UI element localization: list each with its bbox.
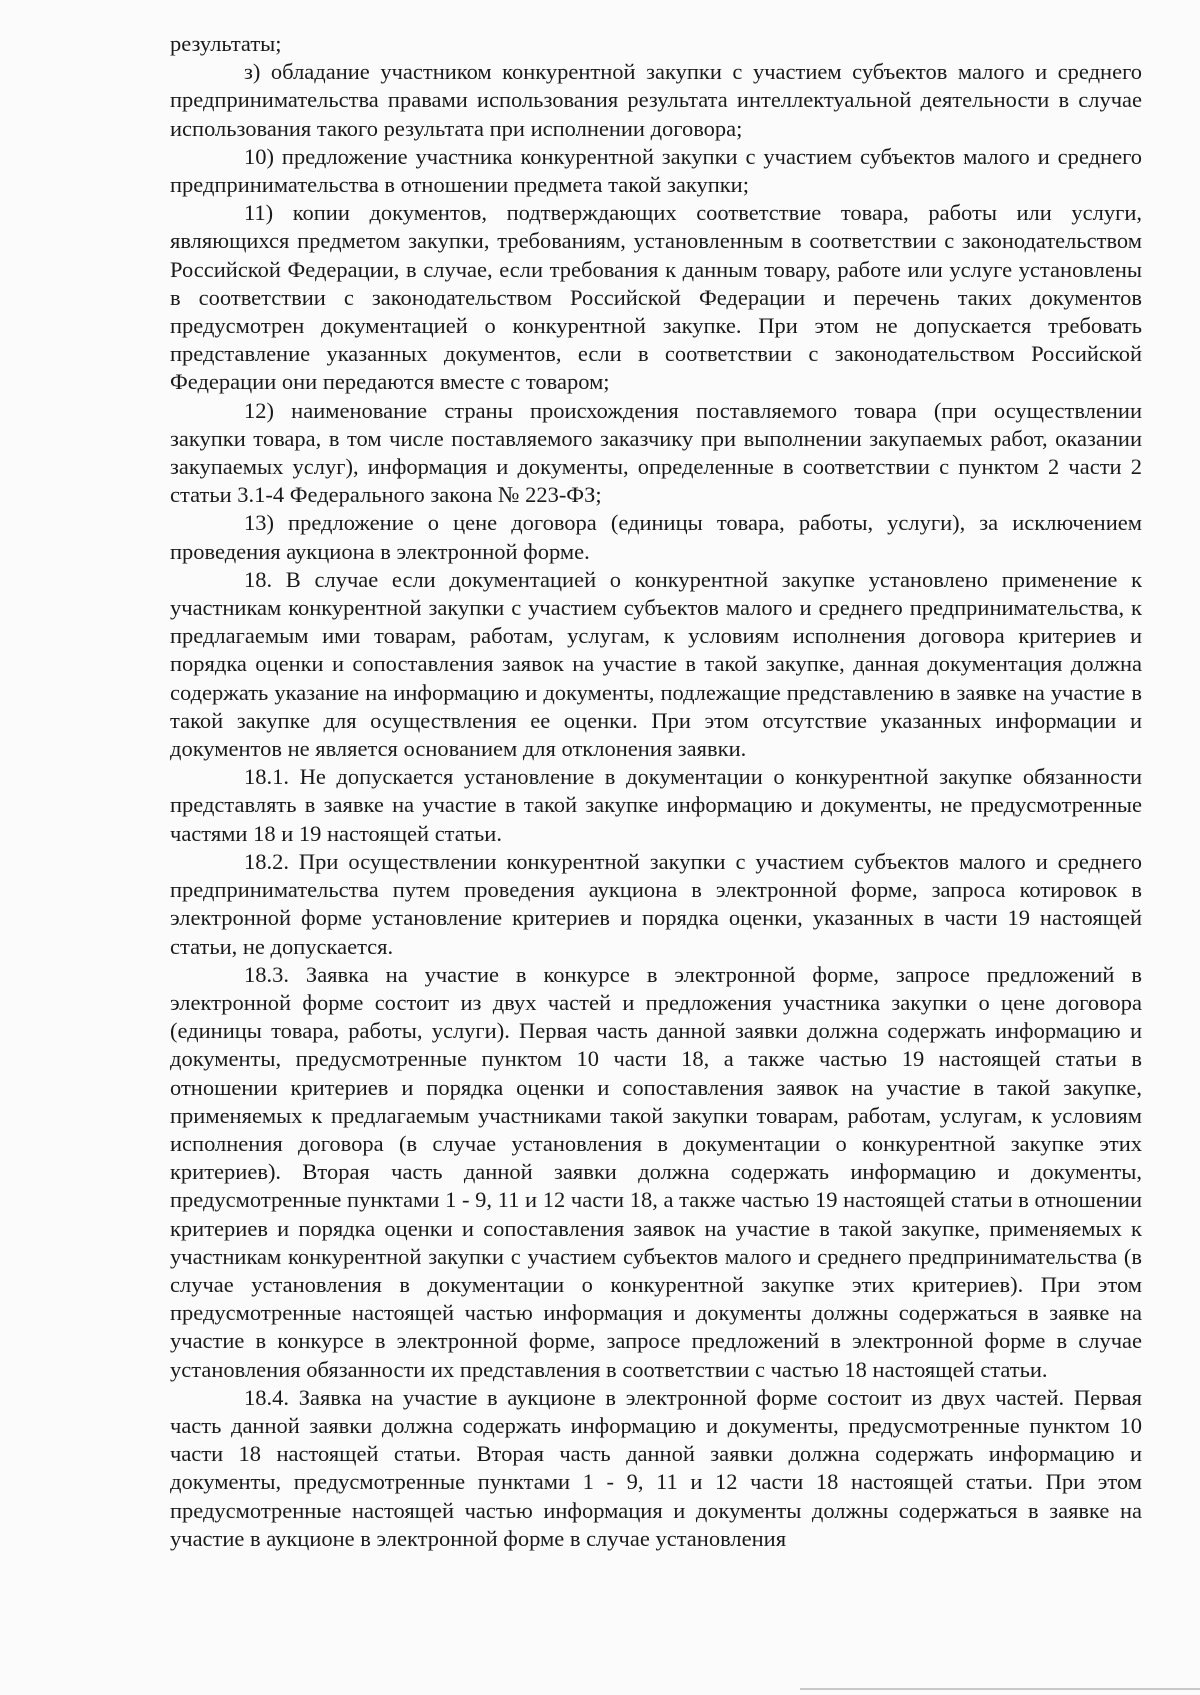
paragraph: 13) предложение о цене договора (единицы товара, работы, услуги), за исключением проведения аукциона в электронной форме. [170,510,1142,564]
paragraph: 18.1. Не допускается установление в документации о конкурентной закупке обязанности представлять в заявке на участие в такой закупке информацию и документы, не предусмотренные частями 18 и 19 настоящей статьи. [170,764,1142,846]
paragraph: з) обладание участником конкурентной закупки с участием субъектов малого и среднего предпринимательства правами использования результата интеллектуальной деятельности в случае использования такого результата при исполнении договора; [170,59,1142,141]
paragraph: 18.3. Заявка на участие в конкурсе в электронной форме, запросе предложений в электронной форме состоит из двух частей и предложения участника закупки о цене договора (единицы товара, работы, услуги). Первая часть данной заявки должна содержать информацию и документы, предусмотренные пунктом 10 части 18, а также частью 19 настоящей статьи в отношении критериев и порядка оценки и сопоставления заявок на участие в такой закупке, применяемых к предлагаемым участниками такой закупки товарам, работам, услугам, к условиям исполнения договора (в случае установления в документации о конкурентной закупке этих критериев). Вторая часть данной заявки должна содержать информацию и документы, предусмотренные пунктами 1 - 9, 11 и 12 части 18, а также частью 19 настоящей статьи в отношении критериев и порядка оценки и сопоставления заявок на участие в такой закупке, применяемых к участникам конкурентной закупки с участием субъектов малого и среднего предпринимательства (в случае установления в документации о конкурентной закупке этих критериев). При этом предусмотренные настоящей частью информация и документы должны содержаться в заявке на участие в конкурсе в электронной форме, запросе предложений в электронной форме в случае установления обязанности их представления в соответствии с частью 18 настоящей статьи. [170,961,1142,1382]
paragraph: 10) предложение участника конкурентной закупки с участием субъектов малого и среднего предпринимательства в отношении предмета такой закупки; [170,143,1142,198]
paragraph: результаты; [170,31,282,56]
paragraph: 18. В случае если документацией о конкурентной закупке установлено применение к участникам конкурентной закупки с участием субъектов малого и среднего предпринимательства, к предлагаемым ими товарам, работам, услугам, к условиям исполнения договора критериев и порядка оценки и сопоставления заявок на участие в такой закупке, данная документация должна содержать указание на информацию и документы, подлежащие представлению в заявке на участие в такой закупке для осуществления ее оценки. При этом отсутствие указанных информации и документов не является основанием для отклонения заявки. [170,566,1142,762]
scan-edge-line [800,1688,1200,1690]
paragraph: 18.4. Заявка на участие в аукционе в электронной форме состоит из двух частей. Первая часть данной заявки должна содержать информацию и документы, предусмотренные пунктом 10 части 18 настоящей статьи. Вторая часть данной заявки должна содержать информацию и документы, предусмотренные пунктами 1 - 9, 11 и 12 части 18 настоящей статьи. При этом предусмотренные настоящей частью информация и документы должны содержаться в заявке на участие в аукционе в электронной форме в случае установления [170,1384,1142,1551]
paragraph: 11) копии документов, подтверждающих соответствие товара, работы или услуги, являющихся предметом закупки, требованиям, установленным в соответствии с законодательством Российской Федерации, в случае, если требования к данным товару, работе или услуге установлены в соответствии с законодательством Российской Федерации и перечень таких документов предусмотрен документацией о конкурентной закупке. При этом не допускается требовать представление указанных документов, если в соответствии с законодательством Российской Федерации они передаются вместе с товаром; [170,200,1142,395]
paragraph: 18.2. При осуществлении конкурентной закупки с участием субъектов малого и среднего предпринимательства путем проведения аукциона в электронной форме, запроса котировок в электронной форме установление критериев и порядка оценки, указанных в части 19 настоящей статьи, не допускается. [170,848,1142,959]
paragraph: 12) наименование страны происхождения поставляемого товара (при осуществлении закупки товара, в том числе поставляемого заказчику при выполнении закупаемых работ, оказании закупаемых услуг), информация и документы, определенные в соответствии с пунктом 2 части 2 статьи 3.1-4 Федерального закона № 223-ФЗ; [170,397,1142,508]
document-body [170,30,1142,1553]
